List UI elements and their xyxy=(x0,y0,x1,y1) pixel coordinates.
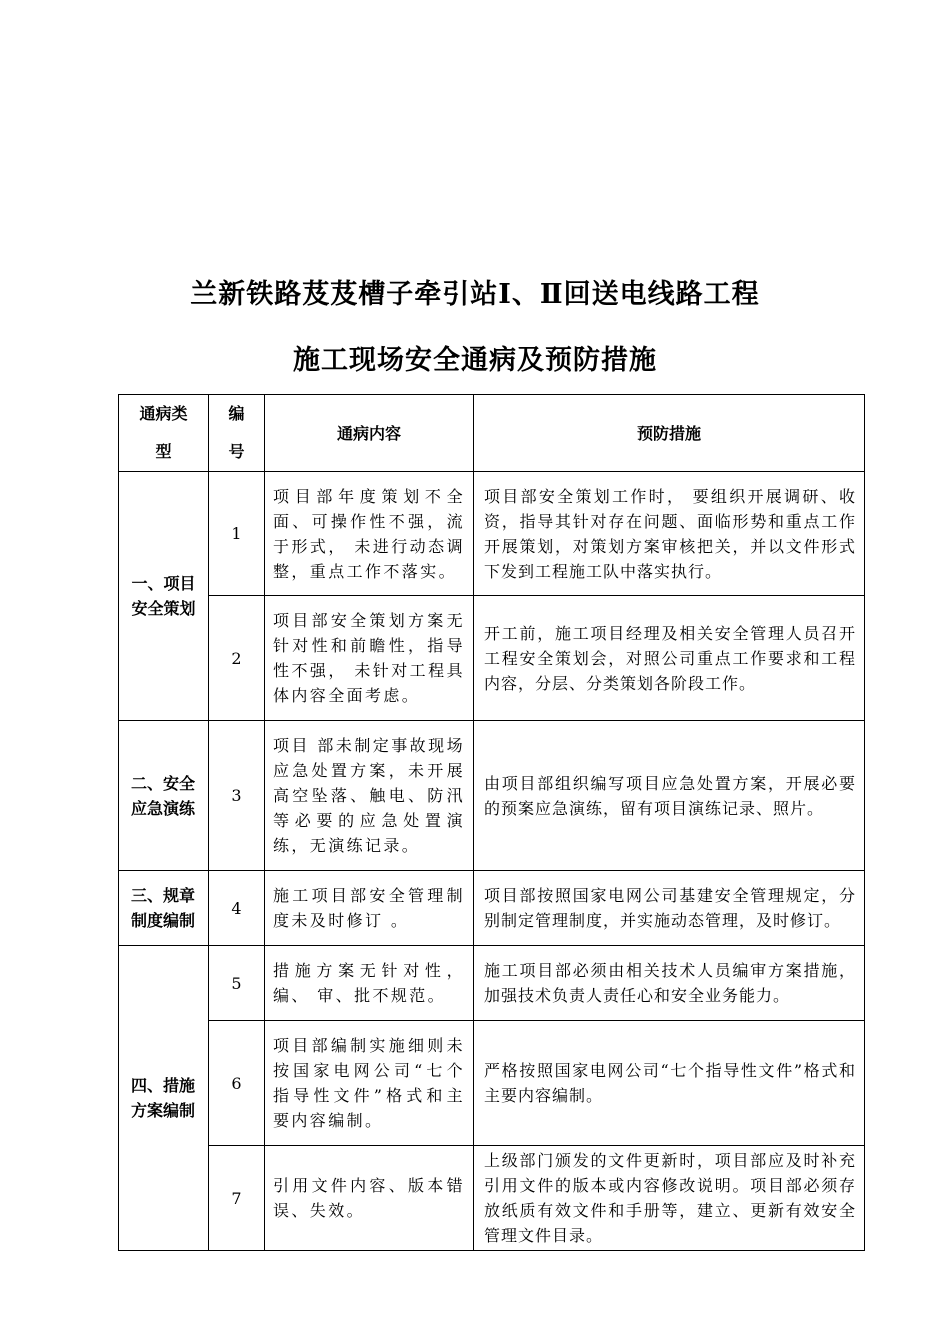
row-number: 3 xyxy=(209,721,265,871)
row-number: 7 xyxy=(209,1146,265,1251)
header-content: 通病内容 xyxy=(265,395,474,472)
document-title: 兰新铁路芨芨槽子牵引站Ⅰ、Ⅱ回送电线路工程 xyxy=(190,279,760,310)
table-row xyxy=(119,472,865,596)
row-measure: 项目部安全策划工作时， 要组织开展调研、收资，指导其针对存在问题、面临形势和重点工作开展策划，对策划方案审核把关，并以文件形式下发到工程施工队中落实执行。 xyxy=(474,472,865,596)
document-subtitle: 施工现场安全通病及预防措施 xyxy=(293,345,657,376)
table-row xyxy=(119,946,865,1021)
row-content: 措施方案无针对性，编、 审、批不规范。 xyxy=(265,946,474,1021)
row-content: 引用文件内容、版本错误、失效。 xyxy=(265,1146,474,1251)
row-measure: 由项目部组织编写项目应急处置方案，开展必要的预案应急演练，留有项目演练记录、照片。 xyxy=(474,721,865,871)
category-cell: 二、安全应急演练 xyxy=(119,721,209,871)
header-category: 通病类型 xyxy=(119,395,209,472)
row-content: 项目部编制实施细则未按国家电网公司“七个指导性文件”格式和主要内容编制。 xyxy=(265,1021,474,1146)
row-measure: 开工前，施工项目经理及相关安全管理人员召开工程安全策划会，对照公司重点工作要求和工程内容，分层、分类策划各阶段工作。 xyxy=(474,596,865,721)
header-measure: 预防措施 xyxy=(474,395,865,472)
row-measure: 严格按照国家电网公司“七个指导性文件”格式和主要内容编制。 xyxy=(474,1021,865,1146)
table-row xyxy=(119,596,865,721)
row-content: 项目部安全策划方案无针对性和前瞻性，指导性不强， 未针对工程具体内容全面考虑。 xyxy=(265,596,474,721)
category-cell: 四、措施方案编制 xyxy=(119,946,209,1251)
row-number: 2 xyxy=(209,596,265,721)
row-number: 5 xyxy=(209,946,265,1021)
row-number: 1 xyxy=(209,472,265,596)
table-header-row xyxy=(119,395,865,472)
table-row xyxy=(119,1146,865,1251)
table-row xyxy=(119,721,865,871)
row-content: 项目部年度策划不全面、可操作性不强，流于形式， 未进行动态调整，重点工作不落实。 xyxy=(265,472,474,596)
row-content: 项目 部未制定事故现场应急处置方案，未开展高空坠落、触电、防汛等必要的应急处置演练，无演练记录。 xyxy=(265,721,474,871)
row-measure: 项目部按照国家电网公司基建安全管理规定，分别制定管理制度，并实施动态管理，及时修订。 xyxy=(474,871,865,946)
safety-measures-table xyxy=(118,394,865,1251)
row-content: 施工项目部安全管理制度未及时修订 。 xyxy=(265,871,474,946)
table-row xyxy=(119,871,865,946)
row-number: 4 xyxy=(209,871,265,946)
header-number: 编号 xyxy=(209,395,265,472)
row-number: 6 xyxy=(209,1021,265,1146)
category-cell: 三、规章制度编制 xyxy=(119,871,209,946)
table-row xyxy=(119,1021,865,1146)
row-measure: 施工项目部必须由相关技术人员编审方案措施，加强技术负责人责任心和安全业务能力。 xyxy=(474,946,865,1021)
row-measure: 上级部门颁发的文件更新时，项目部应及时补充引用文件的版本或内容修改说明。项目部必须存放纸质有效文件和手册等，建立、更新有效安全管理文件目录。 xyxy=(474,1146,865,1251)
category-cell: 一、项目安全策划 xyxy=(119,472,209,721)
